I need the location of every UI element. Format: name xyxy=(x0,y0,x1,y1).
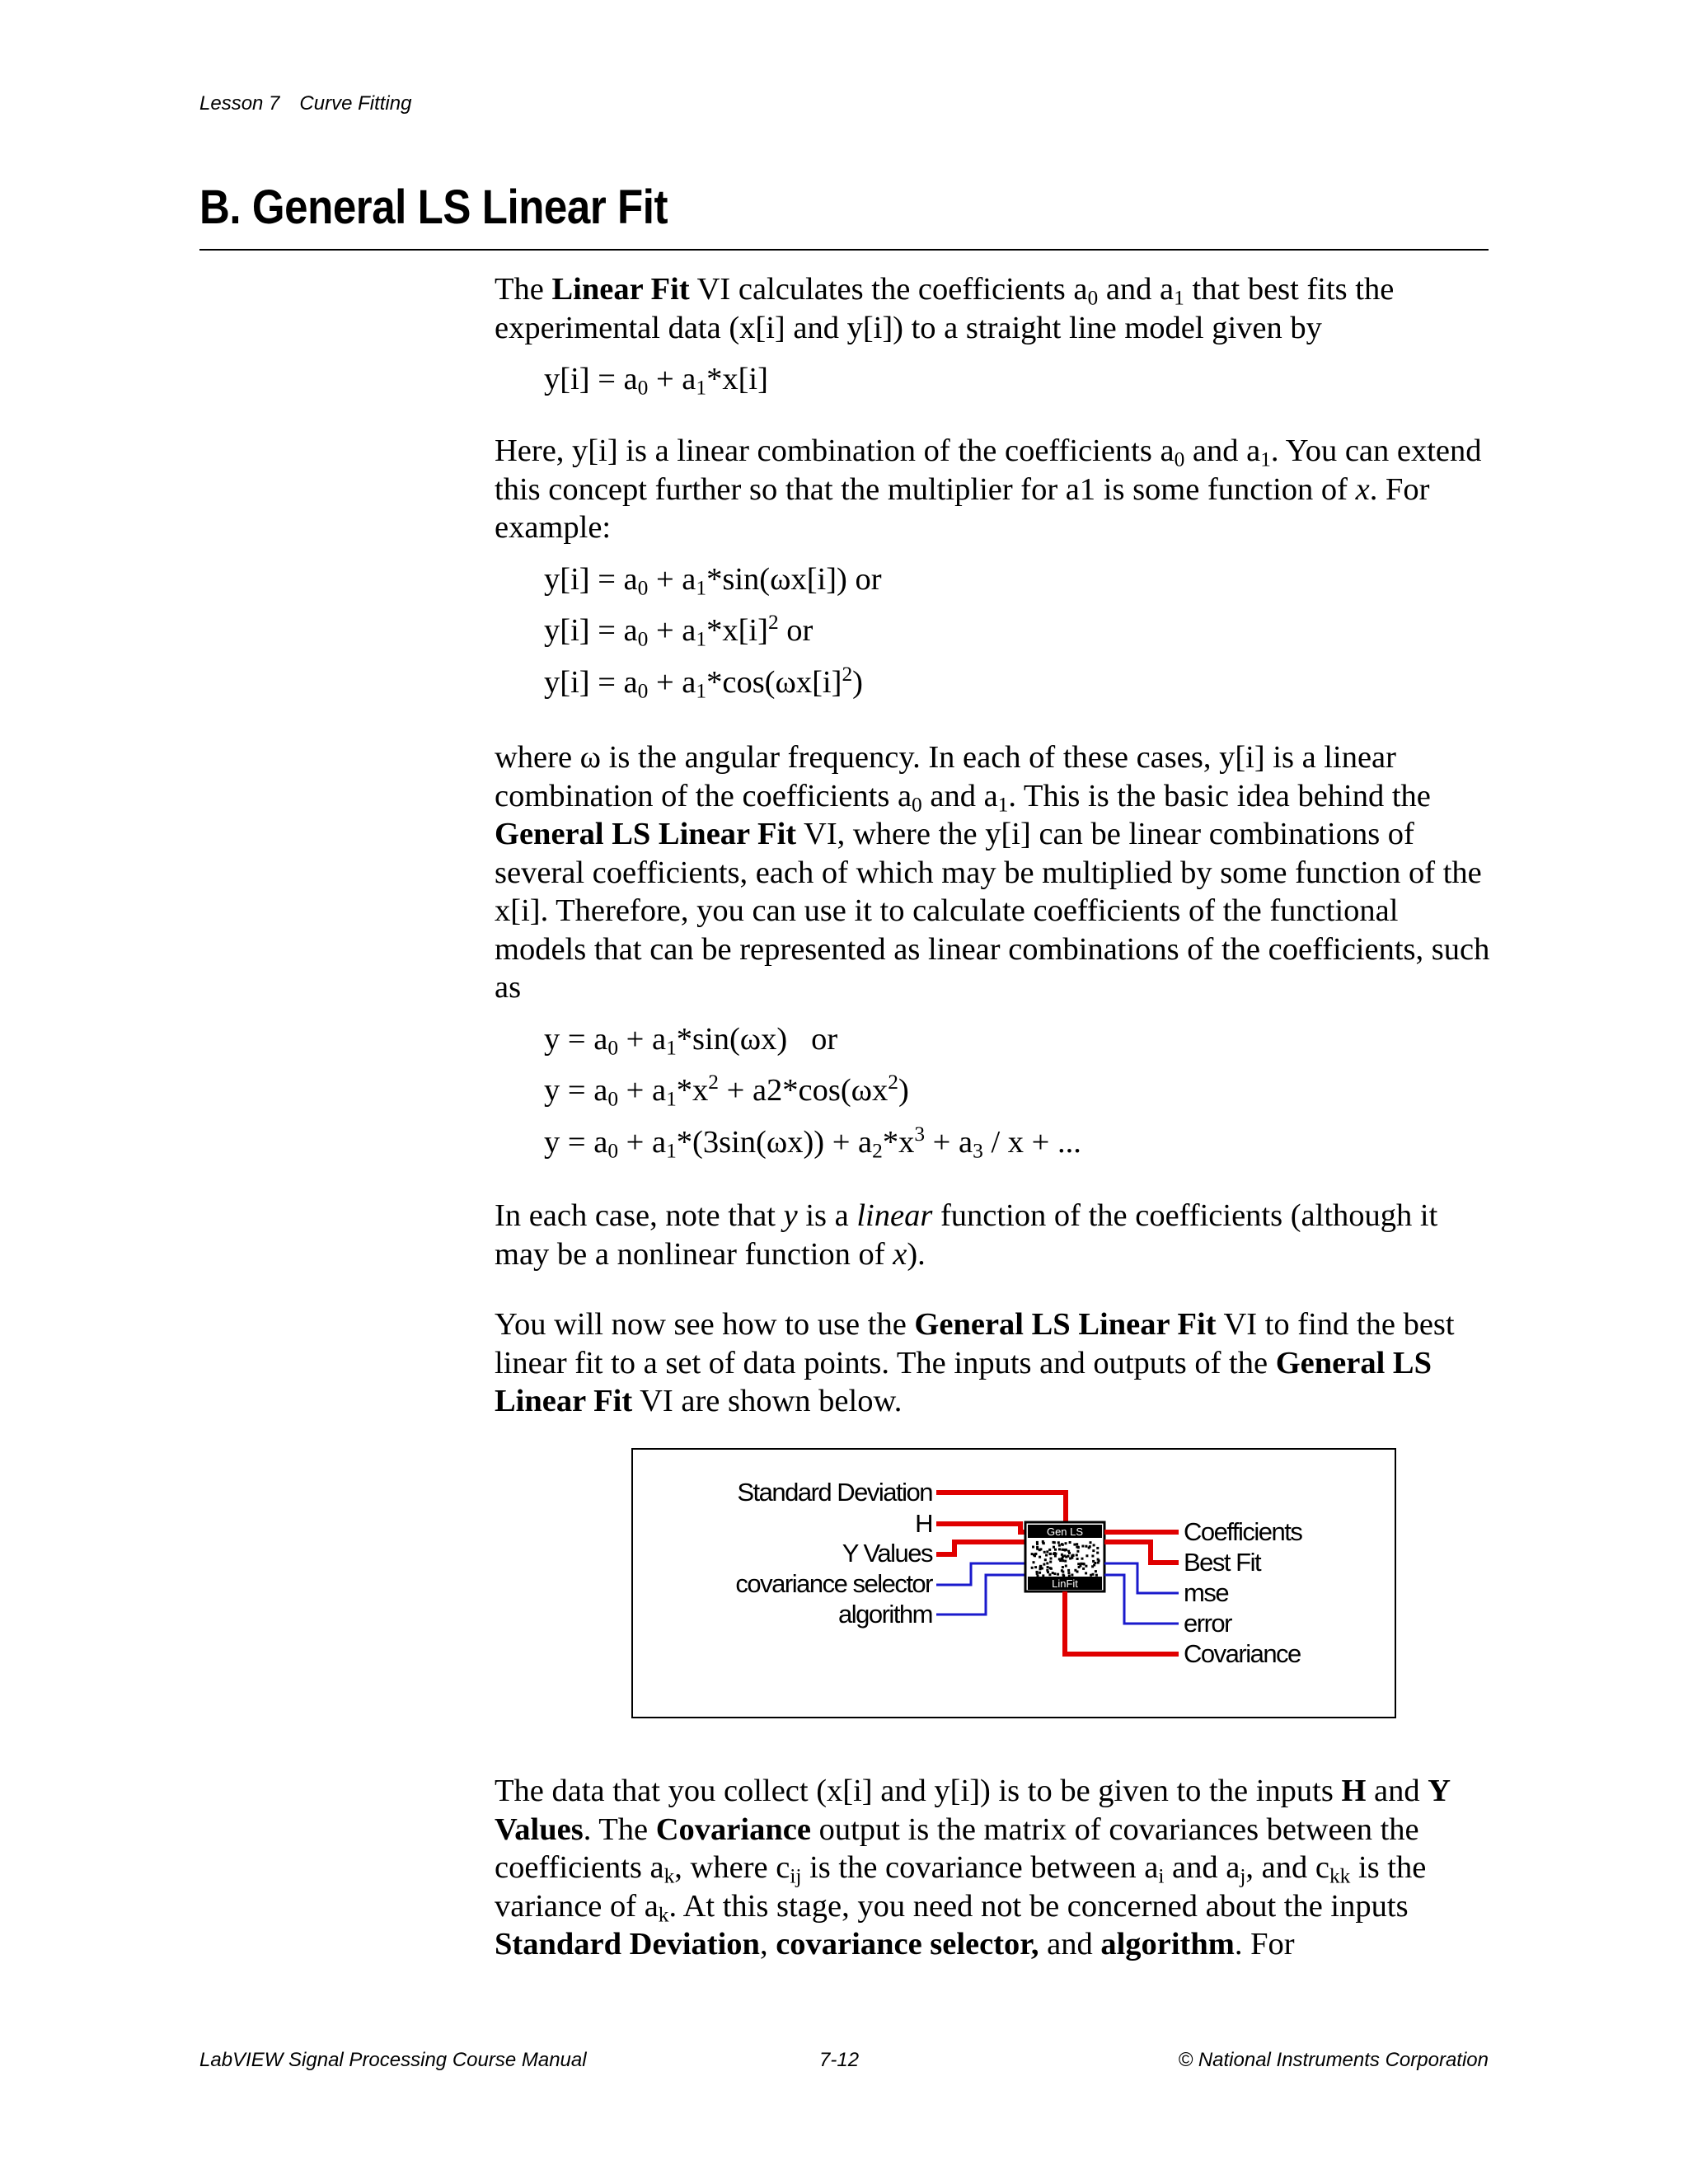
vi-wiring-svg xyxy=(633,1450,1395,1717)
running-header xyxy=(199,92,411,115)
equation-5: $y = a_0 + a_1*\sin(\omega x)$ or xyxy=(544,1021,838,1059)
text-block-1 xyxy=(495,270,1492,399)
paragraph-1: The Linear Fit VI calculates the coefficients $a_0$ and $a_1$ that best fits the experimental data (x[i] and y[i]) to a straight line model given by xyxy=(495,272,1395,345)
input-label-y-values: Y Values xyxy=(842,1539,932,1568)
equation-6: $y = a_0 + a_1*x^2 + a2*\cos(\omega x^2)$ xyxy=(544,1071,909,1111)
vi-connector-diagram xyxy=(631,1448,1396,1718)
section-title: B. General LS Linear Fit xyxy=(199,180,668,234)
input-label-algorithm: algorithm xyxy=(838,1600,932,1629)
paragraph-4: In each case, note that y is a linear function of the coefficients (although it may be a nonlinear function of x). xyxy=(495,1198,1438,1272)
footer-manual-title: LabVIEW Signal Processing Course Manual xyxy=(199,2049,587,2071)
wire-algorithm xyxy=(936,1575,1025,1615)
input-label-covariance-selector: covariance selector xyxy=(735,1569,932,1598)
output-label-best-fit: Best Fit xyxy=(1184,1548,1261,1577)
wire-best-fit xyxy=(1104,1542,1179,1563)
paragraph-2: Here, y[i] is a linear combination of the coefficients $a_0$ and $a_1$. You can extend this concept further so that the multiplier for a1 is some function of x. For example: xyxy=(495,434,1482,545)
wire-mse xyxy=(1104,1563,1179,1593)
text-block-6 xyxy=(495,1772,1492,1964)
icon-bottom-label: LinFit xyxy=(1052,1577,1078,1590)
footer-copyright: © National Instruments Corporation xyxy=(1178,2049,1489,2071)
paragraph-3: where ω is the angular frequency. In each of these cases, y[i] is a linear combination of the coefficients $a_0$ and $a_1$. This is the basic idea behind the General LS Linear Fit VI, where the y[i] can be linear combinations of several coefficients, each of which may be multiplied by some function of the x[i]. Therefore, you can use it to calculate coefficients of the functional models that can be represented as linear combinations of the coefficients, such as xyxy=(495,740,1490,1005)
paragraph-5: You will now see how to use the General LS Linear Fit VI to find the best linear fit to a set of data points. The inputs and outputs of the General LS Linear Fit VI are shown below. xyxy=(495,1307,1455,1418)
equation-3: $y[i] = a_0 + a_1*x[i]^2$ or xyxy=(544,611,814,651)
equation-4: $y[i] = a_0 + a_1*\cos(\omega x[i]^2)$ xyxy=(544,662,863,702)
text-block-5 xyxy=(495,1305,1492,1421)
text-block-3 xyxy=(495,738,1492,1161)
equation-1: $y[i] = a_0 + a_1*x[i]$ xyxy=(544,362,768,400)
input-label-h: H xyxy=(915,1509,932,1538)
equation-2: $y[i] = a_0 + a_1*\sin(\omega x[i])$ or xyxy=(544,561,882,599)
output-label-covariance: Covariance xyxy=(1184,1639,1301,1668)
paragraph-6: The data that you collect (x[i] and y[i]) is to be given to the inputs H and Y Values. The Covariance output is the matrix of covariances between the coefficients $a_k$, where $c_{ij}$ is the covariance between $a_i$ and $a_j$, and $c_{kk}$ is the variance of $a_k$. At this stage, you need not be concerned about the inputs Standard Deviation, covariance selector, and algorithm. For xyxy=(495,1774,1450,1961)
header-topic: Curve Fitting xyxy=(299,92,412,115)
gen-ls-linfit-icon xyxy=(1025,1522,1104,1591)
output-label-error: error xyxy=(1184,1609,1231,1638)
title-rule xyxy=(199,249,1489,251)
wire-standard-deviation xyxy=(936,1493,1066,1522)
equation-7: $y = a_0 + a_1*(3\sin(\omega x)) + a_2*x^3 + a_3 / x$ + ... xyxy=(544,1122,1081,1162)
input-label-standard-deviation: Standard Deviation xyxy=(737,1478,932,1507)
footer-page-number: 7-12 xyxy=(819,2049,860,2071)
text-block-2 xyxy=(495,432,1492,701)
output-label-mse: mse xyxy=(1184,1578,1229,1607)
output-label-coefficients: Coefficients xyxy=(1184,1517,1302,1546)
text-block-4 xyxy=(495,1197,1492,1273)
wire-h xyxy=(936,1524,1025,1532)
header-lesson: Lesson 7 xyxy=(199,92,280,115)
wire-y-values xyxy=(936,1542,1025,1554)
icon-top-label: Gen LS xyxy=(1046,1526,1084,1538)
wire-error xyxy=(1104,1575,1179,1624)
